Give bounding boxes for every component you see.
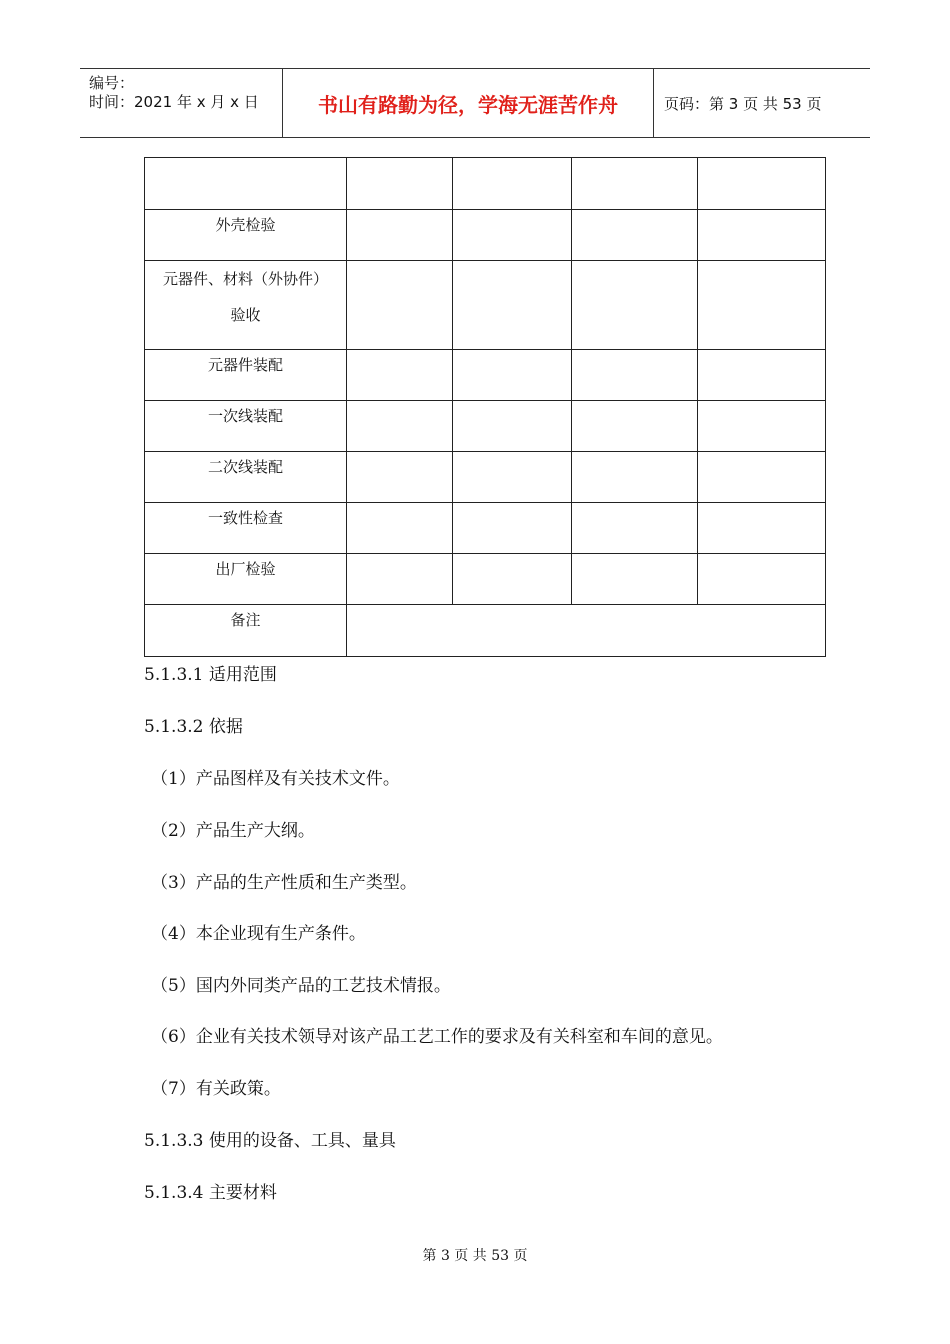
- table-cell: [572, 401, 698, 452]
- table-cell: [347, 158, 453, 210]
- table-row: [145, 452, 826, 503]
- table-cell: [572, 210, 698, 261]
- page-footer: 第 3 页 共 53 页: [422, 1248, 528, 1264]
- table-cell: [572, 452, 698, 503]
- table-row: [145, 554, 826, 605]
- table-row: [145, 503, 826, 554]
- header-page-number: 页码：第 3 页 共 53 页: [664, 94, 822, 113]
- table-row: [145, 350, 826, 401]
- table-cell: [698, 210, 826, 261]
- table-cell-label: 备注: [145, 605, 347, 657]
- table-cell: [453, 210, 572, 261]
- table-cell: [347, 210, 453, 261]
- table-row: [145, 210, 826, 261]
- list-item: （6）企业有关技术领导对该产品工艺工作的要求及有关科室和车间的意见。: [151, 1027, 723, 1047]
- table-cell: [347, 261, 453, 350]
- table-cell-label: 二次线装配: [145, 452, 347, 503]
- table-cell: [453, 452, 572, 503]
- table-cell-label: 元器件、材料（外协件） 验收: [145, 261, 347, 350]
- section-5-1-3-3: 5.1.3.3 使用的设备、工具、量具: [144, 1131, 396, 1151]
- table-cell: [698, 452, 826, 503]
- table-cell: [453, 503, 572, 554]
- table-cell: [572, 554, 698, 605]
- table-cell-label: 一次线装配: [145, 401, 347, 452]
- list-item: （4）本企业现有生产条件。: [151, 924, 366, 944]
- table-cell: [453, 401, 572, 452]
- page-header: [80, 68, 870, 138]
- table-cell: [453, 261, 572, 350]
- list-item: （7）有关政策。: [151, 1079, 281, 1099]
- table-cell: [347, 452, 453, 503]
- list-item: （2）产品生产大纲。: [151, 821, 315, 841]
- list-item: （3）产品的生产性质和生产类型。: [151, 873, 417, 893]
- table-cell: [453, 158, 572, 210]
- table-cell-label: 一致性检查: [145, 503, 347, 554]
- header-meta: [80, 69, 283, 137]
- table-cell-label: 元器件装配: [145, 350, 347, 401]
- table-row: [145, 158, 826, 210]
- header-motto: 书山有路勤为径，学海无涯苦作舟: [283, 69, 654, 137]
- table-row: [145, 261, 826, 350]
- section-5-1-3-2: 5.1.3.2 依据: [144, 717, 243, 737]
- doc-date-label: 时间：2021 年 x 月 x 日: [89, 93, 259, 111]
- table-cell: [453, 350, 572, 401]
- table-cell: [572, 350, 698, 401]
- section-5-1-3-4: 5.1.3.4 主要材料: [144, 1183, 277, 1203]
- table-cell: [698, 554, 826, 605]
- list-item: （1）产品图样及有关技术文件。: [151, 769, 400, 789]
- table-cell: [347, 554, 453, 605]
- section-5-1-3-1: 5.1.3.1 适用范围: [144, 665, 277, 685]
- table-cell: [698, 350, 826, 401]
- remarks-cell: [347, 605, 826, 657]
- table-cell-label: 出厂检验: [145, 554, 347, 605]
- table-cell: [698, 158, 826, 210]
- doc-number-label: 编号：: [89, 74, 135, 92]
- table-row: [145, 401, 826, 452]
- table-cell: [453, 554, 572, 605]
- list-item: （5）国内外同类产品的工艺技术情报。: [151, 976, 451, 996]
- table-cell: [347, 503, 453, 554]
- table-cell: [572, 261, 698, 350]
- process-table: [144, 157, 826, 657]
- table-cell: [572, 158, 698, 210]
- table-cell-label: [145, 158, 347, 210]
- table-cell-label: 外壳检验: [145, 210, 347, 261]
- table-cell: [698, 261, 826, 350]
- table-cell: [347, 401, 453, 452]
- table-cell: [572, 503, 698, 554]
- table-cell: [698, 503, 826, 554]
- table-cell: [347, 350, 453, 401]
- table-row-remarks: [145, 605, 826, 657]
- table-cell: [698, 401, 826, 452]
